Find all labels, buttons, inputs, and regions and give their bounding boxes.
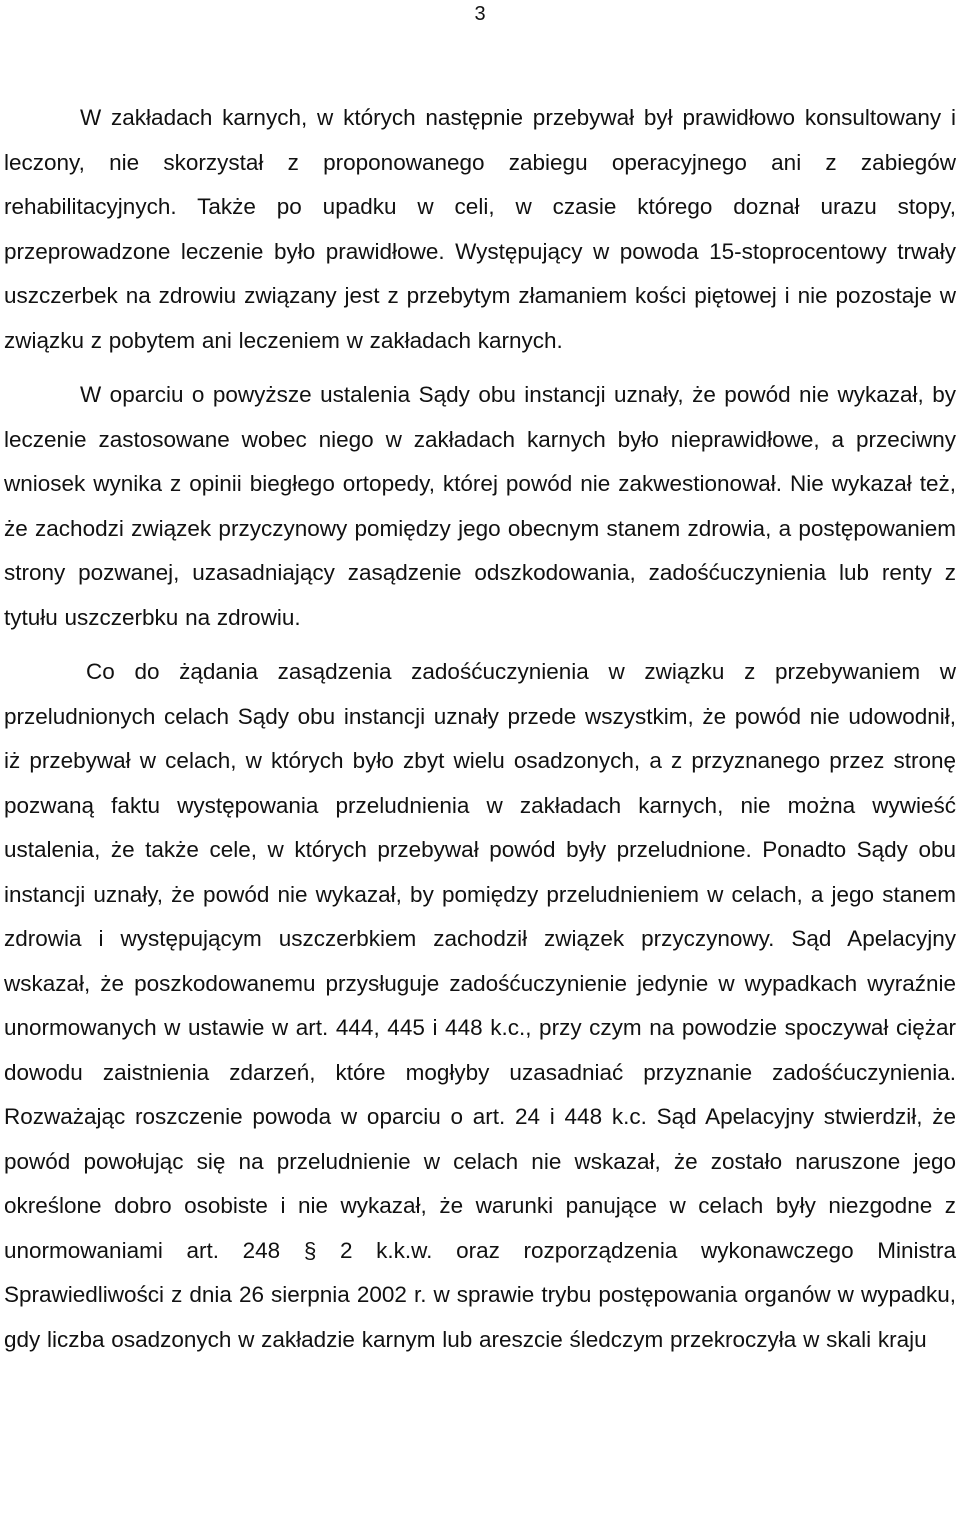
page-number: 3 [474,3,486,25]
paragraph-3: Co do żądania zasądzenia zadośćuczynienia w związku z przebywaniem w przeludnionych celach Sądy obu instancji uznały przede wszystkim, że powód nie udowodnił, iż przebywał w celach, w których było zbyt wielu osadzonych, a z przyznanego przez stronę pozwaną faktu występowania przeludnienia w zakładach karnych, nie można wywieść ustalenia, że także cele, w których przebywał powód były przeludnione. Ponadto Sądy obu instancji uznały, że powód nie wykazał, by pomiędzy przeludnieniem w celach, a jego stanem zdrowia i występującym uszczerbkiem zachodził związek przyczynowy. Sąd Apelacyjny wskazał, że poszkodowanemu przysługuje zadośćuczynienie jedynie w wypadkach wyraźnie unormowanych w ustawie w art. 444, 445 i 448 k.c., przy czym na powodzie spoczywał ciężar dowodu zaistnienia zdarzeń, które mogłyby uzasadniać przyznanie zadośćuczynienia. Rozważając roszczenie powoda w oparciu o art. 24 i 448 k.c. Sąd Apelacyjny stwierdził, że powód powołując się na przeludnienie w celach nie wskazał, że zostało naruszone jego określone dobro osobiste i nie wykazał, że warunki panujące w celach były niezgodne z unormowaniami art. 248 § 2 k.k.w. oraz rozporządzenia wykonawczego Ministra Sprawiedliwości z dnia 26 sierpnia 2002 r. w sprawie trybu postępowania organów w wypadku, gdy liczba osadzonych w zakładzie karnym lub areszcie śledczym przekroczyła w skali kraju [4,659,956,1352]
paragraph-1: W zakładach karnych, w których następnie przebywał był prawidłowo konsultowany i leczony, nie skorzystał z proponowanego zabiegu operacyjnego ani z zabiegów rehabilitacyjnych. Także po upadku w celi, w czasie którego doznał urazu stopy, przeprowadzone leczenie było prawidłowe. Występujący w powoda 15-stoprocentowy trwały uszczerbek na zdrowiu związany jest z przebytym złamaniem kości piętowej i nie pozostaje w związku z pobytem ani leczeniem w zakładach karnych. [4,105,956,353]
paragraph-2: W oparciu o powyższe ustalenia Sądy obu instancji uznały, że powód nie wykazał, by leczenie zastosowane wobec niego w zakładach karnych było nieprawidłowe, a przeciwny wniosek wynika z opinii biegłego ortopedy, której powód nie zakwestionował. Nie wykazał też, że zachodzi związek przyczynowy pomiędzy jego obecnym stanem zdrowia, a postępowaniem strony pozwanej, uzasadniający zasądzenie odszkodowania, zadośćuczynienia lub renty z tytułu uszczerbku na zdrowiu. [4,382,956,630]
document-body [4,96,956,1362]
